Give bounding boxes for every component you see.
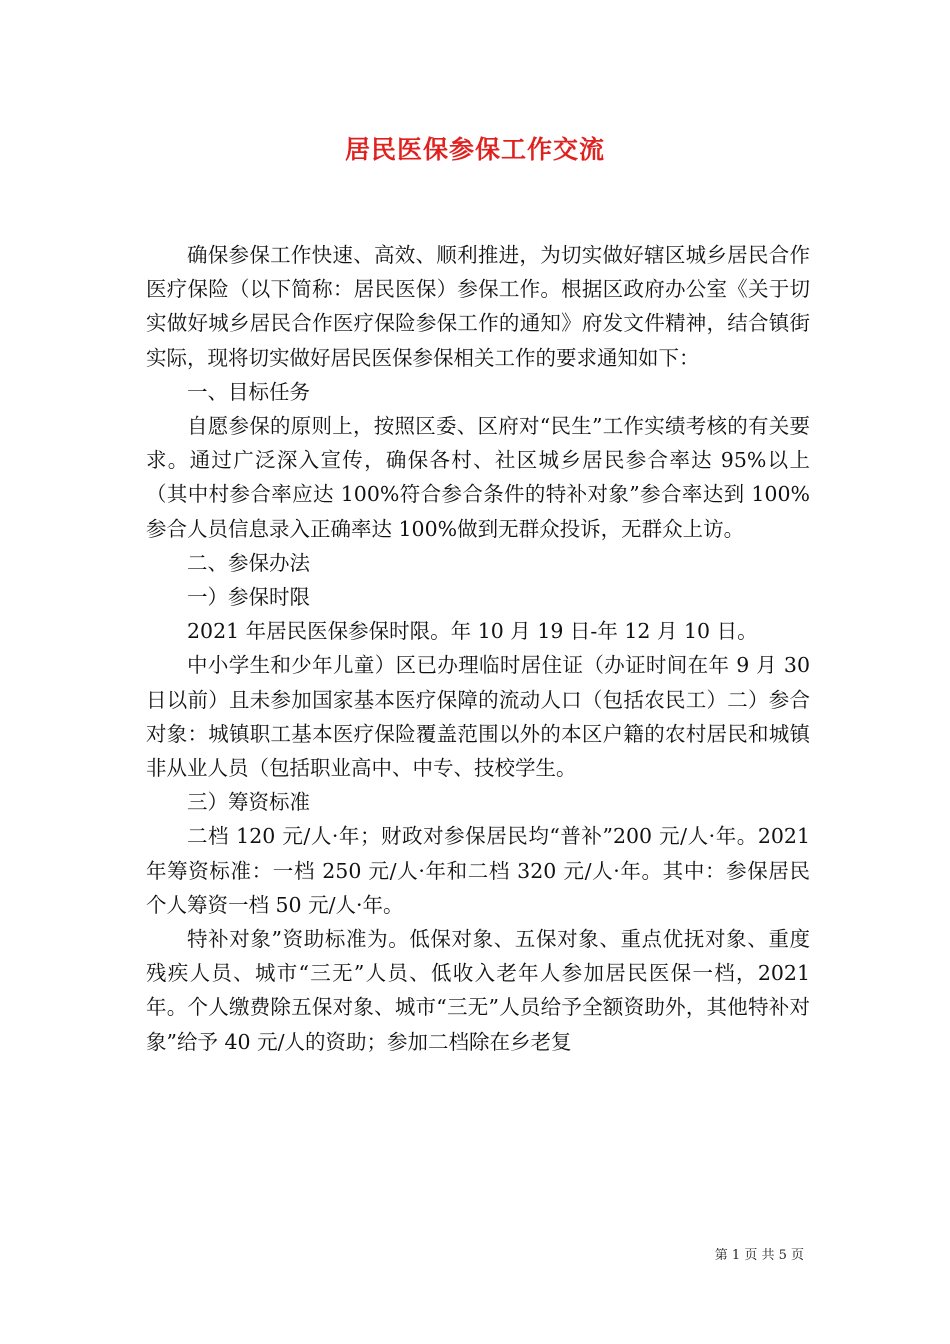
subheading-time-limit: 一）参保时限 (187, 585, 310, 610)
goals-paragraph: 自愿参保的原则上，按照区委、区府对“民生”工作实绩考核的有关要求。通过广泛深入宣传，确保各村、社区城乡居民参合率达 95%以上（其中村参合率应达 100%符合参合条件的特补对象”参合率达到 100%参合人员信息录入正确率达 100%做到无群众投诉，无群众上访。 (146, 414, 810, 541)
section-heading-methods: 二、参保办法 (187, 550, 310, 575)
section-heading-goals: 一、目标任务 (187, 379, 310, 404)
funding-paragraph: 二档 120 元/人·年；财政对参保居民均“普补”200 元/人·年。2021 年筹资标准：一档 250 元/人·年和二档 320 元/人·年。其中：参保居民个人筹资一档 50 元/人·年。 (146, 824, 810, 917)
time-limit-paragraph: 2021 年居民医保参保时限。年 10 月 19 日-年 12 月 10 日。 (187, 619, 758, 644)
subsidy-paragraph: 特补对象”资助标准为。低保对象、五保对象、重点优抚对象、重度残疾人员、城市“三无”人员、低收入老年人参加居民医保一档，2021 年。个人缴费除五保对象、城市“三无”人员给予全额资助外，其他特补对象”给予 40 元/人的资助；参加二档除在乡老复 (146, 927, 810, 1054)
document-title: 居民医保参保工作交流 (344, 135, 605, 164)
participants-paragraph: 中小学生和少年儿童）区已办理临时居住证（办证时间在年 9 月 30 日以前）且未参加国家基本医疗保障的流动人口（包括农民工）二）参合对象：城镇职工基本医疗保险覆盖范围以外的本区户籍的农村居民和城镇非从业人员（包括职业高中、中专、技校学生。 (146, 653, 810, 781)
intro-paragraph: 确保参保工作快速、高效、顺利推进，为切实做好辖区城乡居民合作医疗保险（以下简称：居民医保）参保工作。根据区政府办公室《关于切实做好城乡居民合作医疗保险参保工作的通知》府发文件精神，结合镇街实际，现将切实做好居民医保参保相关工作的要求通知如下： (146, 243, 810, 370)
page-number: 第 1 页 共 5 页 (714, 1248, 804, 1263)
document-body (146, 238, 810, 1059)
subheading-funding-standard: 三）筹资标准 (187, 790, 310, 815)
